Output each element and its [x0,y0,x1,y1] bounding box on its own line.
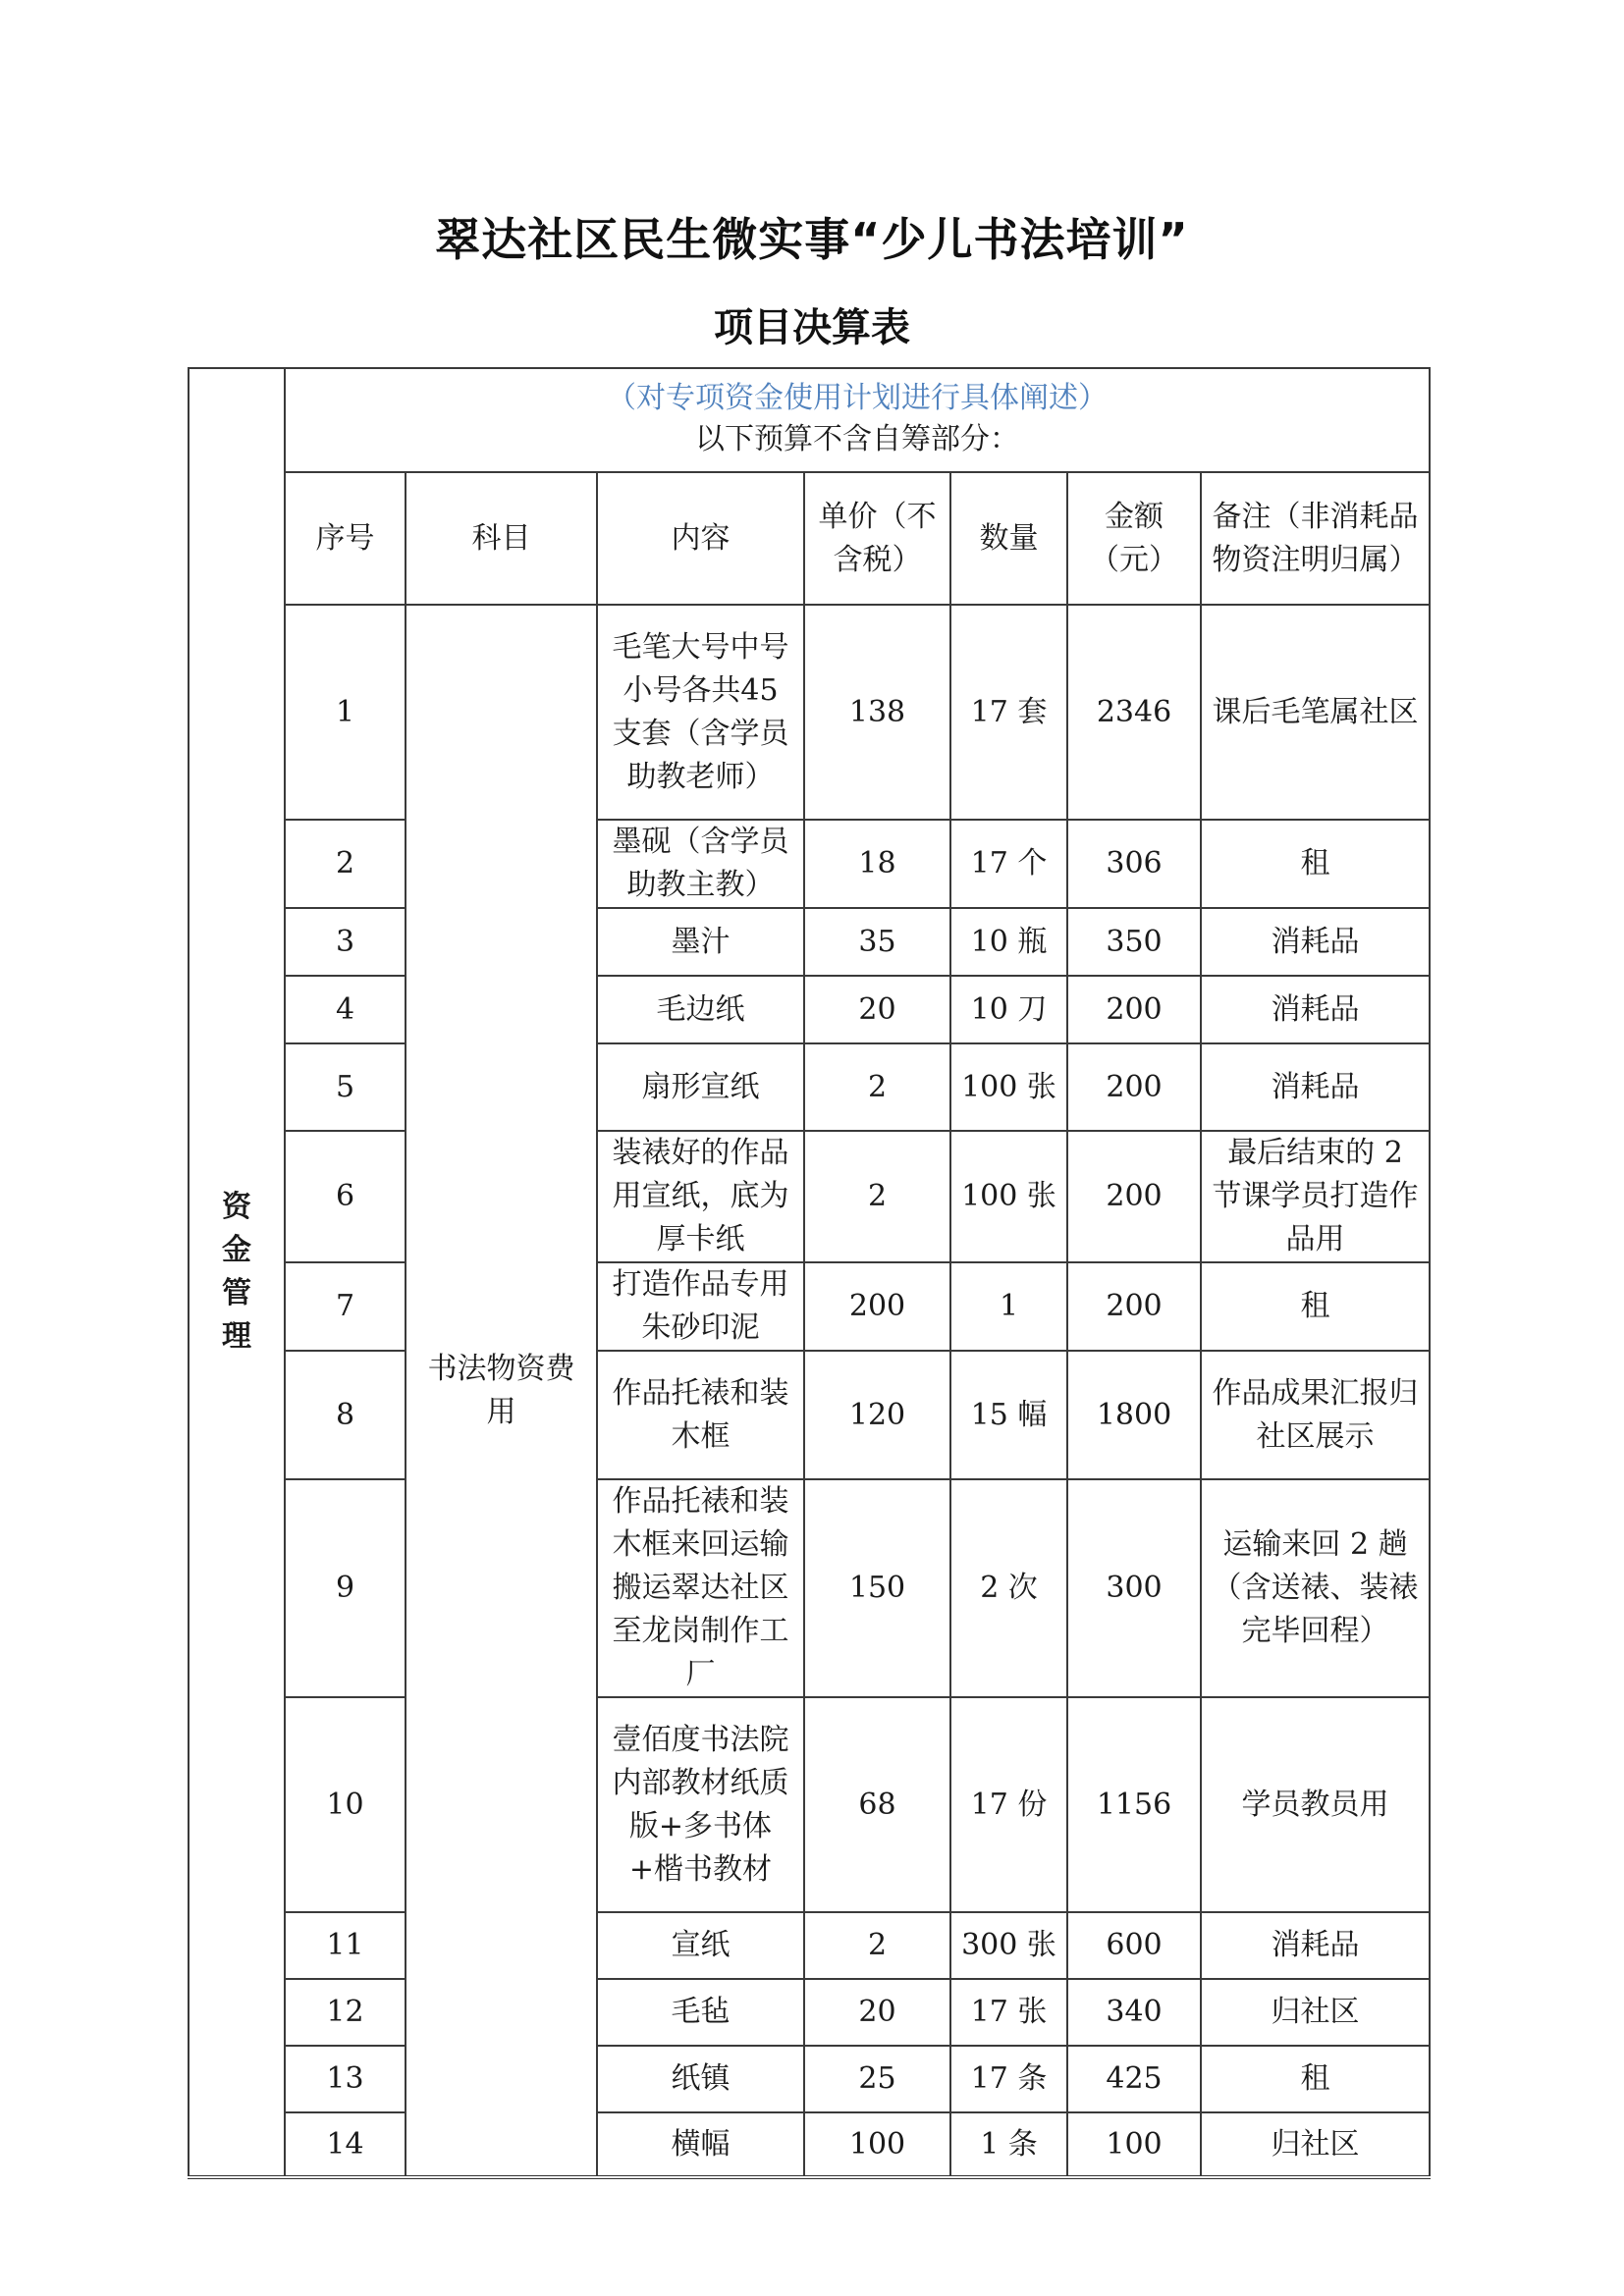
cell-remarks: 消耗品 [1201,976,1430,1043]
cell-remarks: 运输来回 2 趟（含送裱、装裱完毕回程） [1201,1479,1430,1697]
cell-seq: 8 [285,1351,406,1479]
cell-remarks: 作品成果汇报归社区展示 [1201,1351,1430,1479]
cell-unit-price: 150 [804,1479,950,1697]
cell-amount: 200 [1067,976,1201,1043]
header-amount: 金额（元） [1067,472,1201,605]
cell-amount: 2346 [1067,605,1201,820]
header-seq: 序号 [285,472,406,605]
cell-content: 装裱好的作品用宣纸，底为厚卡纸 [597,1131,804,1262]
table-row [189,1043,1430,1131]
cell-content: 宣纸 [597,1912,804,1979]
cell-remarks: 最后结束的 2 节课学员打造作品用 [1201,1131,1430,1262]
cell-content: 横幅 [597,2112,804,2177]
cell-quantity: 17 份 [950,1697,1067,1912]
cell-amount: 340 [1067,1979,1201,2046]
cell-amount: 100 [1067,2112,1201,2177]
cell-seq: 4 [285,976,406,1043]
table-row [189,820,1430,908]
cell-quantity: 10 瓶 [950,908,1067,976]
cell-unit-price: 20 [804,976,950,1043]
header-remarks: 备注（非消耗品物资注明归属） [1201,472,1430,605]
cell-seq: 3 [285,908,406,976]
cell-quantity: 300 张 [950,1912,1067,1979]
cell-quantity: 17 个 [950,820,1067,908]
cell-quantity: 17 套 [950,605,1067,820]
cell-seq: 7 [285,1262,406,1351]
cell-unit-price: 138 [804,605,950,820]
cell-remarks: 消耗品 [1201,1043,1430,1131]
table-row [189,2046,1430,2112]
cell-seq: 14 [285,2112,406,2177]
cell-content: 壹佰度书法院内部教材纸质版+多书体+楷书教材 [597,1697,804,1912]
cell-amount: 300 [1067,1479,1201,1697]
cell-unit-price: 2 [804,1131,950,1262]
table-row [189,1479,1430,1697]
cell-content: 墨汁 [597,908,804,976]
cell-quantity: 15 幅 [950,1351,1067,1479]
cell-amount: 200 [1067,1131,1201,1262]
table-row [189,908,1430,976]
cell-seq: 9 [285,1479,406,1697]
table-header-row [189,472,1430,605]
intro-text: 以下预算不含自筹部分： [695,422,1019,456]
settlement-table [188,367,1431,2179]
cell-content: 毛毡 [597,1979,804,2046]
cell-unit-price: 100 [804,2112,950,2177]
cell-content: 作品托裱和装木框 [597,1351,804,1479]
intro-cell [285,368,1430,472]
cell-content: 毛笔大号中号小号各共45 支套（含学员助教老师） [597,605,804,820]
cell-remarks: 归社区 [1201,1979,1430,2046]
cell-remarks: 课后毛笔属社区 [1201,605,1430,820]
cell-subject-merged: 书法物资费用 [406,605,597,2177]
cell-remarks: 学员教员用 [1201,1697,1430,1912]
cell-amount: 600 [1067,1912,1201,1979]
table-row [189,1262,1430,1351]
cell-unit-price: 2 [804,1912,950,1979]
cell-seq: 5 [285,1043,406,1131]
cell-seq: 13 [285,2046,406,2112]
table-row [189,1131,1430,1262]
cell-remarks: 归社区 [1201,2112,1430,2177]
cell-unit-price: 68 [804,1697,950,1912]
header-subject: 科目 [406,472,597,605]
table-row [189,1351,1430,1479]
cell-quantity: 17 条 [950,2046,1067,2112]
header-quantity: 数量 [950,472,1067,605]
cell-amount: 200 [1067,1262,1201,1351]
table-row [189,2112,1430,2177]
table-row [189,976,1430,1043]
cell-unit-price: 2 [804,1043,950,1131]
header-content: 内容 [597,472,804,605]
cell-quantity: 2 次 [950,1479,1067,1697]
cell-seq: 10 [285,1697,406,1912]
cell-content: 扇形宣纸 [597,1043,804,1131]
cell-remarks: 租 [1201,820,1430,908]
cell-quantity: 17 张 [950,1979,1067,2046]
cell-amount: 1156 [1067,1697,1201,1912]
cell-remarks: 消耗品 [1201,1912,1430,1979]
cell-unit-price: 20 [804,1979,950,2046]
cell-unit-price: 200 [804,1262,950,1351]
document-title: 翠达社区民生微实事“少儿书法培训” [435,213,1189,266]
table-row [189,1697,1430,1912]
cell-seq: 12 [285,1979,406,2046]
cell-content: 墨砚（含学员助教主教） [597,820,804,908]
cell-remarks: 租 [1201,1262,1430,1351]
intro-note: （对专项资金使用计划进行具体阐述） [607,381,1108,415]
cell-unit-price: 120 [804,1351,950,1479]
header-unit-price: 单价（不含税） [804,472,950,605]
cell-seq: 11 [285,1912,406,1979]
cell-unit-price: 25 [804,2046,950,2112]
cell-quantity: 100 张 [950,1043,1067,1131]
section-label-cell [189,368,285,2177]
section-label: 资金管理 [222,1190,251,1354]
cell-quantity: 100 张 [950,1131,1067,1262]
cell-remarks: 消耗品 [1201,908,1430,976]
cell-quantity: 1 [950,1262,1067,1351]
table-row [189,1912,1430,1979]
cell-seq: 1 [285,605,406,820]
document-subtitle: 项目决算表 [714,305,910,350]
cell-quantity: 10 刀 [950,976,1067,1043]
cell-quantity: 1 条 [950,2112,1067,2177]
cell-content: 作品托裱和装木框来回运输搬运翠达社区至龙岗制作工厂 [597,1479,804,1697]
cell-remarks: 租 [1201,2046,1430,2112]
cell-amount: 306 [1067,820,1201,908]
table-row [189,1979,1430,2046]
cell-content: 打造作品专用朱砂印泥 [597,1262,804,1351]
cell-content: 毛边纸 [597,976,804,1043]
cell-unit-price: 18 [804,820,950,908]
cell-seq: 2 [285,820,406,908]
cell-content: 纸镇 [597,2046,804,2112]
cell-unit-price: 35 [804,908,950,976]
cell-amount: 1800 [1067,1351,1201,1479]
cell-amount: 350 [1067,908,1201,976]
cell-amount: 200 [1067,1043,1201,1131]
cell-amount: 425 [1067,2046,1201,2112]
table-row [189,605,1430,820]
cell-seq: 6 [285,1131,406,1262]
